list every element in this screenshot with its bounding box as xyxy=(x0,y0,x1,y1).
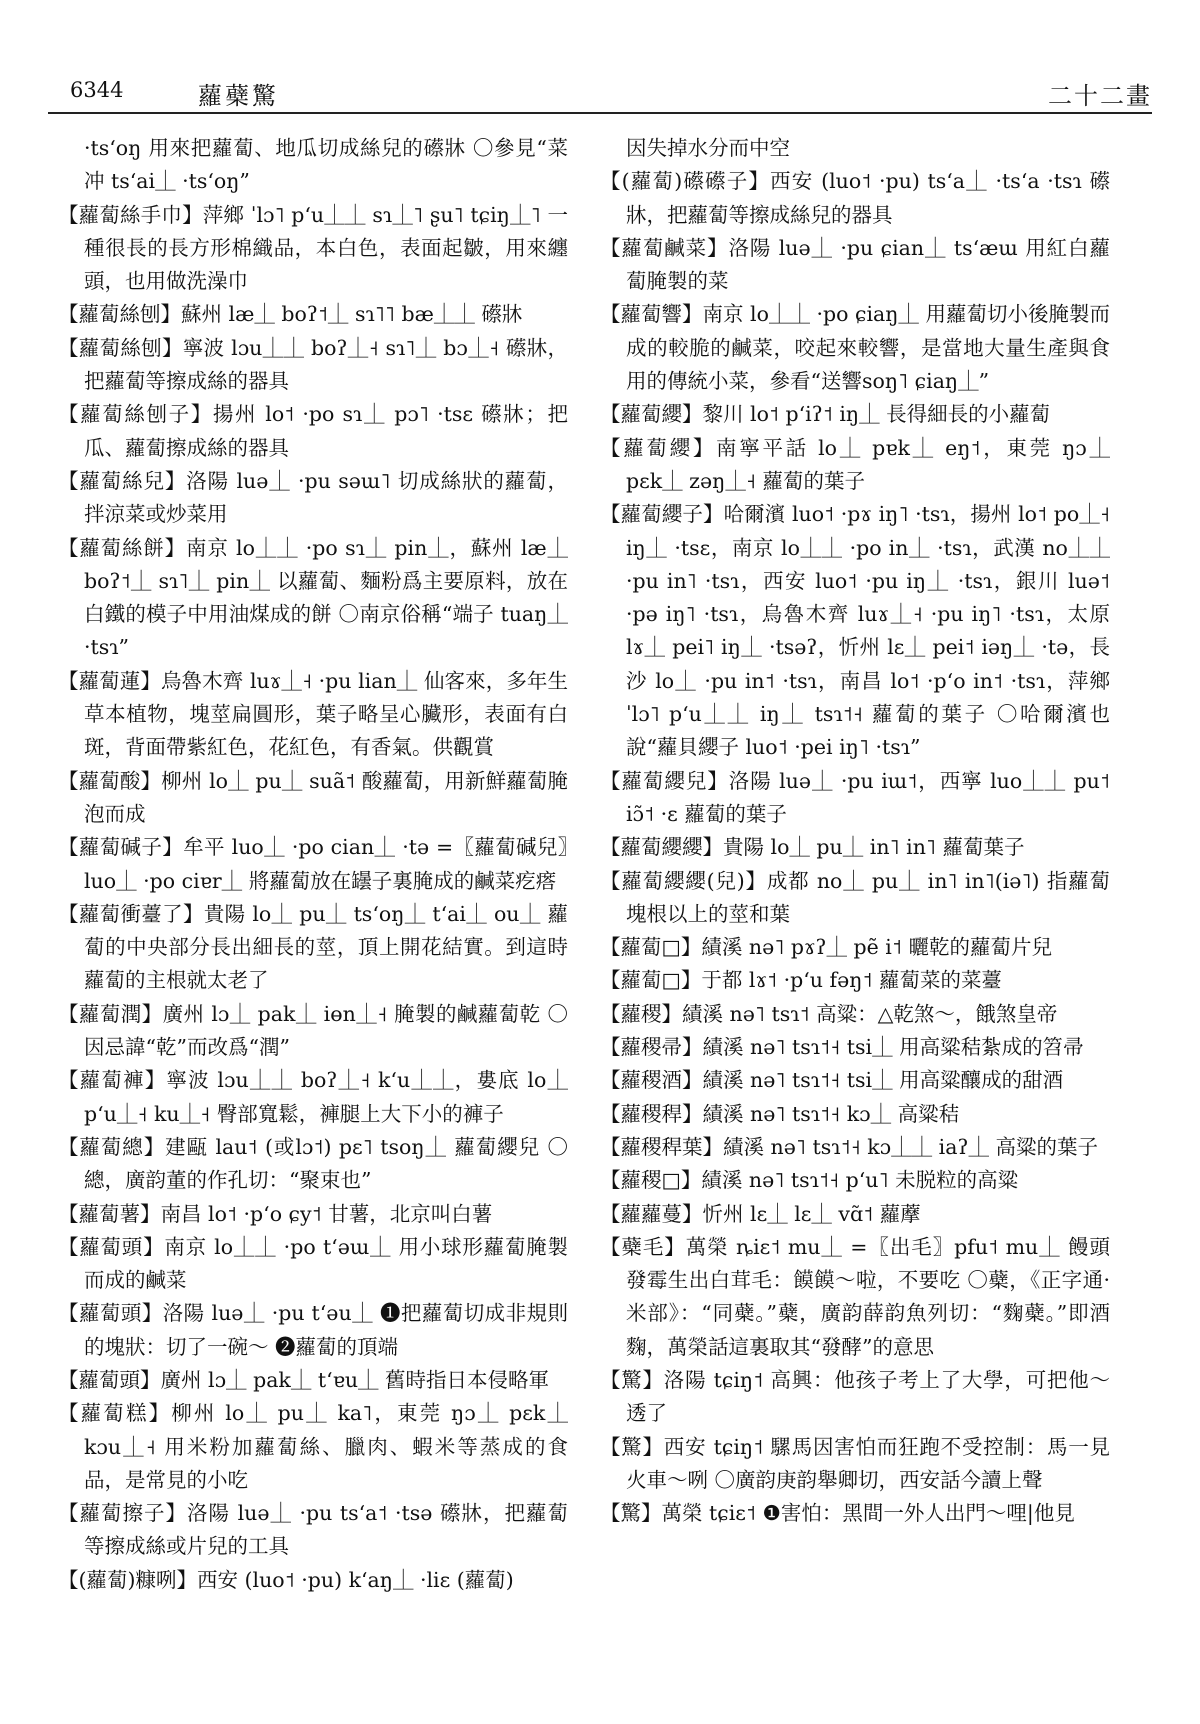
dictionary-entry: 【蘿蔔糕】柳州 lo⏊ pu⏊ ka˥，東莞 ŋɔ⏊ pɛk⏊ kɔu⏊˧ 用米粉加蘿蔔絲、臘肉、蝦米等蒸成的食品，是常見的小吃 xyxy=(58,1401,568,1492)
page-number: 6344 xyxy=(70,78,124,102)
dictionary-entry: 【驚】洛陽 tɕiŋ˦ 高興：他孩子考上了大學，可把他～透了 xyxy=(600,1367,1110,1426)
dictionary-entry: 【蘿稷帚】績溪 nə˥ tsɿ˦˧ tsi⏊ 用高粱秸紮成的笤帚 xyxy=(600,1035,1084,1060)
dictionary-entry: 【蘿蘿蔓】忻州 lɛ⏊ lɛ⏊ vɑ̃˦ 蘿藦 xyxy=(600,1201,921,1226)
dictionary-entry: 因失掉水分而中空 xyxy=(626,136,790,160)
dictionary-entry: 【蘿蔔絲手巾】萍鄉 ˈlɔ˥ pʻu⏊⏊ sɿ⏊˥ ʂu˥ tɕiŋ⏊˥ 一種很長的長方形棉織品，本白色，表面起皺，用來纏頭，也用做洗澡巾 xyxy=(58,202,568,294)
stroke-count-label: 二十二畫 xyxy=(1048,82,1152,110)
dictionary-entry: 【蘿蔔纓兒】洛陽 luə⏊ ·pu iɯ˦，西寧 luo⏊⏊ pu˦ iɔ̃˦ ·ɛ 蘿蔔的葉子 xyxy=(600,768,1110,826)
dictionary-entry: ·tsʻoŋ 用來把蘿蔔、地瓜切成絲兒的礤牀 〇參見“菜冲 tsʻai⏊ ·tsʻoŋ” xyxy=(84,136,568,194)
dictionary-entry: 【蘿稷酒】績溪 nə˥ tsɿ˦˧ tsi⏊ 用高粱釀成的甜酒 xyxy=(600,1068,1064,1093)
dictionary-entry: 【蘿蔔碱子】牟平 luo⏊ ·po cian⏊ ·tə =〖蘿蔔碱兒〗luo⏊ ·po ciɐr⏊ 將蘿蔔放在罎子裏腌成的鹹菜疙瘩 xyxy=(58,835,568,893)
dictionary-entry: 【蘿蔔總】建甌 lau˦ (或lɔ˦) pɛ˥ tsoŋ⏊ 蘿蔔纓兒 〇總，廣韵董的作孔切：“聚束也” xyxy=(58,1134,568,1193)
dictionary-entry: 【蘿蔔纓】南寧平話 lo⏊ pɐk⏊ eŋ˦，東莞 ŋɔ⏊ pɛk⏊ zəŋ⏊˧ 蘿蔔的葉子 xyxy=(600,435,1110,493)
dictionary-entry: 【蘿蔔鹹菜】洛陽 luə⏊ ·pu ɕian⏊ tsʻæɯ 用紅白蘿蔔腌製的菜 xyxy=(600,235,1110,294)
dictionary-entry: 【蘿蔔纓】黎川 lo˦ pʻiʔ˦ iŋ⏊ 長得細長的小蘿蔔 xyxy=(600,402,1051,427)
running-title: 蘿蘗驚 xyxy=(198,82,279,110)
dictionary-entry: 【(蘿蔔)礤礤子】西安 (luo˦ ·pu) tsʻa⏊ ·tsʻa ·tsɿ 礤牀，把蘿蔔等擦成絲兒的器具 xyxy=(600,169,1110,227)
right-column xyxy=(600,132,1110,1530)
dictionary-entry: 【(蘿蔔)糠咧】西安 (luo˦ ·pu) kʻaŋ⏊ ·liɛ (蘿蔔) xyxy=(58,1567,514,1592)
dictionary-entry: 【蘿蔔絲餅】南京 lo⏊⏊ ·po sɿ⏊ pin⏊，蘇州 læ⏊ boʔ˦⏊ sɿ˥⏊ pin⏊ 以蘿蔔、麵粉爲主要原料，放在白鐵的模子中用油煤成的餅 〇南京俗稱“端子 tuaŋ⏊ ·tsɿ” xyxy=(58,535,568,660)
dictionary-entry: 【蘿蔔薯】南昌 lo˦ ·pʻo ɕy˦ 甘薯，北京叫白薯 xyxy=(58,1201,493,1226)
dictionary-entry: 【蘗毛】萬榮 ȵiɛ˦ mu⏊ =〖出毛〗pfu˦ mu⏊ 饅頭發霉生出白茸毛：饃饃～啦，不要吃 〇蘗，《正字通·米部》：“同蘗。”蘗，廣韵薛韵魚列切：“麴蘗。”即酒麴，萬榮話這裏取其“發酵”的意思 xyxy=(600,1234,1110,1359)
dictionary-entry: 【蘿蔔□】績溪 nə˥ pɤʔ⏊ pẽ i˦ 曬乾的蘿蔔片兒 xyxy=(600,935,1052,960)
dictionary-entry: 【蘿蔔絲刨】蘇州 læ⏊ boʔ˦⏊ sɿ˥˥ bæ⏊⏊ 礤牀 xyxy=(58,302,523,327)
dictionary-entry: 【蘿蔔纓纓】貴陽 lo⏊ pu⏊ in˥ in˥ 蘿蔔葉子 xyxy=(600,835,1025,860)
dictionary-entry: 【蘿蔔絲兒】洛陽 luə⏊ ·pu səɯ˥ 切成絲狀的蘿蔔，拌涼菜或炒菜用 xyxy=(58,468,568,527)
page-header xyxy=(48,72,1152,114)
dictionary-entry: 【蘿稷】績溪 nə˥ tsɿ˦ 高粱：△乾煞～，餓煞皇帝 xyxy=(600,1001,1058,1026)
dictionary-entry: 【蘿蔔頭】洛陽 luə⏊ ·pu tʻəu⏊ ❶把蘿蔔切成非規則的塊狀：切了一碗～ ❷蘿蔔的頂端 xyxy=(58,1301,568,1359)
dictionary-entry: 【蘿稷稈葉】績溪 nə˥ tsɿ˦˧ kɔ⏊⏊ iaʔ⏊ 高粱的葉子 xyxy=(600,1134,1098,1159)
dictionary-entry: 【蘿蔔褲】寧波 lɔu⏊⏊ boʔ⏊˧ kʻu⏊⏊，婁底 lo⏊ pʻu⏊˧ ku⏊˧ 臀部寬鬆，褲腿上大下小的褲子 xyxy=(58,1068,568,1126)
dictionary-entry: 【蘿蔔蓮】烏魯木齊 luɤ⏊˧ ·pu lian⏊ 仙客來，多年生草本植物，塊莖扁圓形，葉子略呈心臟形，表面有白斑，背面帶紫紅色，花紅色，有香氣。供觀賞 xyxy=(58,668,568,760)
dictionary-entry: 【蘿蔔潤】廣州 lɔ⏊ pak⏊ iɵn⏊˧ 腌製的鹹蘿蔔乾 〇因忌諱“乾”而改爲“潤” xyxy=(58,1001,568,1060)
dictionary-entry: 【蘿蔔纓纓(兒)】成都 no⏊ pu⏊ in˥ in˥(iə˥) 指蘿蔔塊根以上的莖和葉 xyxy=(600,868,1110,926)
dictionary-entry: 【蘿蔔絲刨】寧波 lɔu⏊⏊ boʔ⏊˧ sɿ˥⏊ bɔ⏊˧ 礤牀，把蘿蔔等擦成絲的器具 xyxy=(58,335,568,394)
dictionary-entry: 【蘿蔔絲刨子】揚州 lo˦ ·po sɿ⏊ pɔ˥ ·tsɛ 礤牀；把瓜、蘿蔔擦成絲的器具 xyxy=(58,402,568,460)
dictionary-entry: 【蘿蔔衝薹了】貴陽 lo⏊ pu⏊ tsʻoŋ⏊ tʻai⏊ ou⏊ 蘿蔔的中央部分長出細長的莖，頂上開花結實。到這時蘿蔔的主根就太老了 xyxy=(58,901,568,993)
dictionary-entry: 【蘿蔔纓子】哈爾濱 luo˦ ·pɤ iŋ˥ ·tsɿ，揚州 lo˦ po⏊˧ iŋ⏊ ·tsɛ，南京 lo⏊⏊ ·po in⏊ ·tsɿ，武漢 no⏊⏊ ·pu in˥ ·tsɿ，西安 luo˦ ·pu iŋ⏊ ·tsɿ，銀川 luə˦ ·pə iŋ˥ ·tsɿ，烏魯木齊 luɤ⏊˧ ·pu iŋ˥ ·tsɿ，太原 lɤ⏊ pei˥ iŋ⏊ ·tsəʔ，忻州 lɛ⏊ pei˦ iəŋ⏊ ·tə，長沙 lo⏊ ·pu in˦ ·tsɿ，南昌 lo˦ ·pʻo in˦ ·tsɿ，萍鄉 ˈlɔ˥ pʻu⏊⏊ iŋ⏊ tsɿ˦˧ 蘿蔔的葉子 〇哈爾濱也說“蘿貝纓子 luo˦ ·pei iŋ˥ ·tsɿ” xyxy=(600,502,1110,760)
dictionary-entry: 【蘿稷□】績溪 nə˥ tsɿ˦˧ pʻu˥ 未脱粒的高粱 xyxy=(600,1168,1019,1193)
dictionary-entry: 【蘿蔔頭】南京 lo⏊⏊ ·po tʻəɯ⏊ 用小球形蘿蔔腌製而成的鹹菜 xyxy=(58,1234,568,1293)
dictionary-entry: 【蘿蔔酸】柳州 lo⏊ pu⏊ suã˦ 酸蘿蔔，用新鮮蘿蔔腌泡而成 xyxy=(58,768,568,826)
dictionary-entry: 【驚】西安 tɕiŋ˦ 騾馬因害怕而狂跑不受控制：馬一見火車～咧 〇廣韵庚韵舉卿切，西安話今讀上聲 xyxy=(600,1434,1110,1492)
dictionary-entry: 【蘿稷稈】績溪 nə˥ tsɿ˦˧ kɔ⏊ 高粱秸 xyxy=(600,1101,960,1126)
left-column xyxy=(58,132,568,1597)
dictionary-entry: 【蘿蔔響】南京 lo⏊⏊ ·po ɕiaŋ⏊ 用蘿蔔切小後腌製而成的較脆的鹹菜，咬起來較響，是當地大量生產與食用的傳統小菜，參看“送響soŋ˥ ɕiaŋ⏊” xyxy=(600,302,1110,394)
dictionary-entry: 【蘿蔔擦子】洛陽 luə⏊ ·pu tsʻa˦ ·tsə 礤牀，把蘿蔔等擦成絲或片兒的工具 xyxy=(58,1501,568,1559)
dictionary-entry: 【驚】萬榮 tɕiɛ˦ ❶害怕：黑間一外人出門～哩|他見 xyxy=(600,1501,1075,1526)
dictionary-entry: 【蘿蔔頭】廣州 lɔ⏊ pak⏊ tʻɐu⏊ 舊時指日本侵略軍 xyxy=(58,1367,550,1392)
dictionary-entry: 【蘿蔔□】于都 lɤ˦ ·pʻu fəŋ˦ 蘿蔔菜的菜薹 xyxy=(600,968,1003,993)
